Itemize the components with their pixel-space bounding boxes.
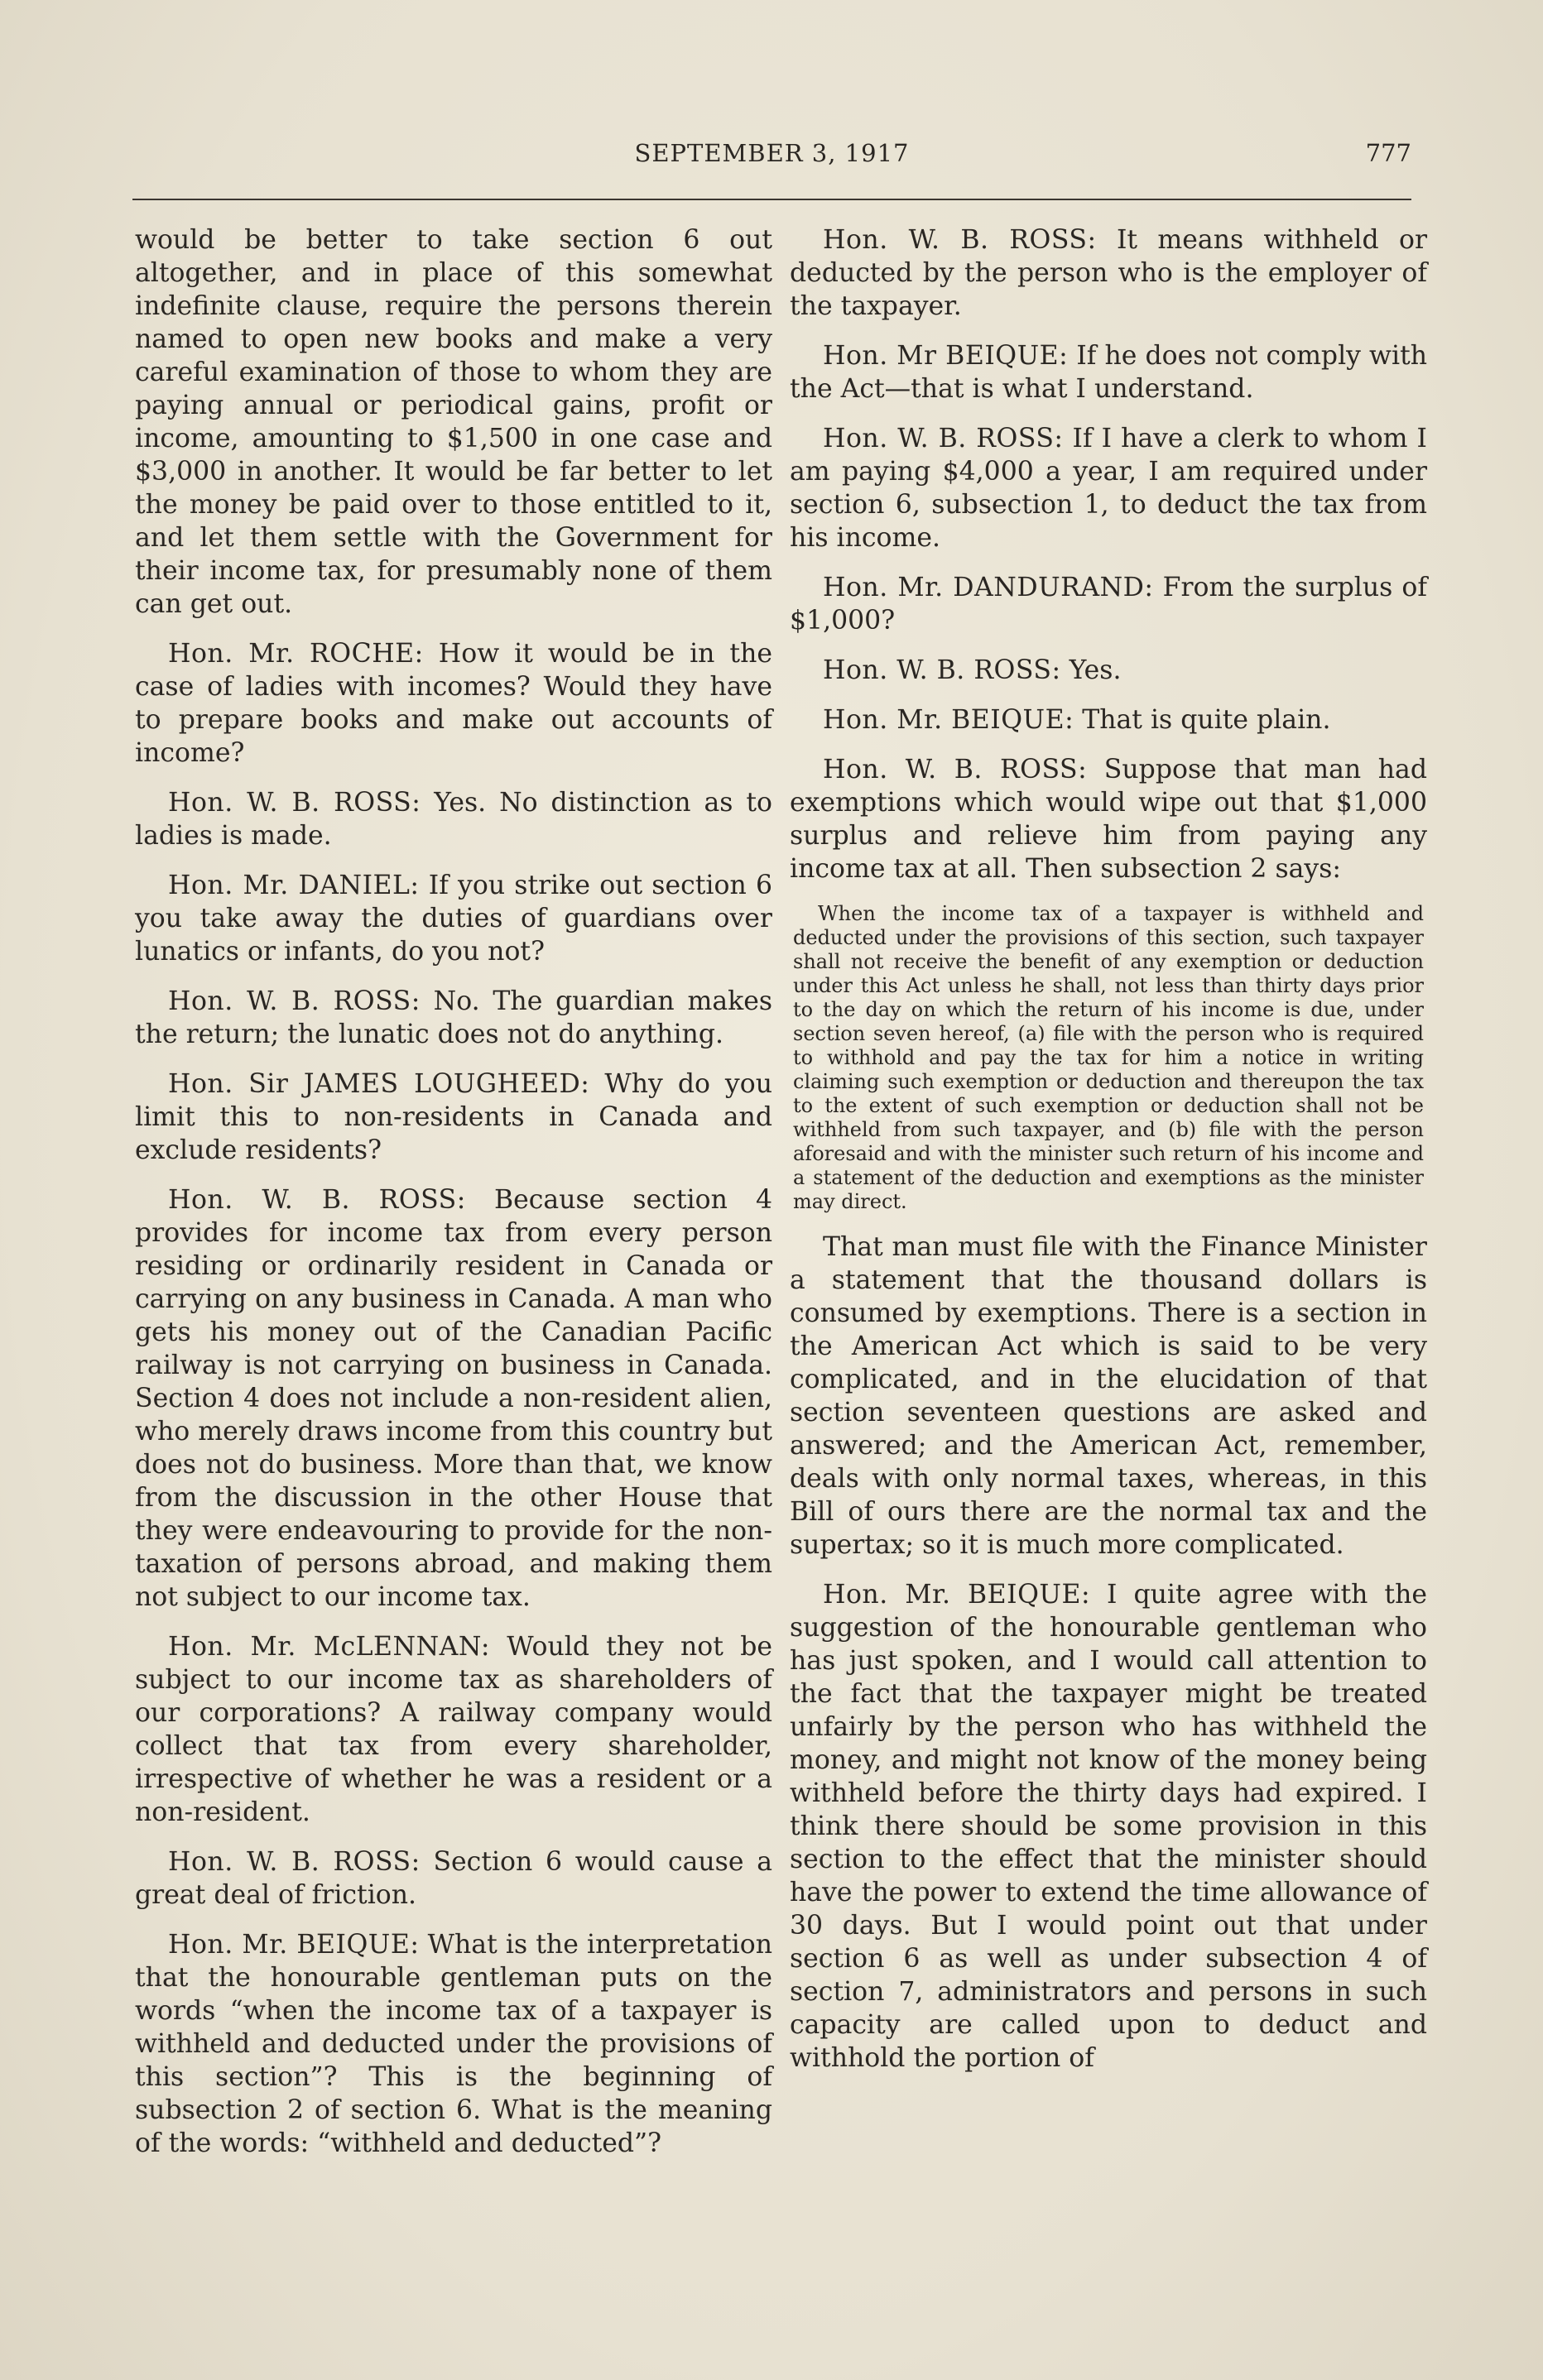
- paragraph-text: Yes.: [1069, 655, 1122, 685]
- speaker-name: Hon. W. B. ROSS:: [823, 225, 1097, 255]
- speaker-name: Hon. Mr. BEIQUE:: [823, 705, 1074, 735]
- right-column: [790, 223, 1427, 2091]
- speaker-name: Hon. Mr. BEIQUE:: [168, 1930, 420, 1960]
- paragraph: [135, 1630, 772, 1829]
- paragraph-text: Because section 4 provides for income tax from every person residing or ordinarily resident in Canada or carrying on any business in Canada. A man who gets his money out of the Canadian Pacific railway is not carrying on business in Canada. Section 4 does not include a non-resident alien, who merely draws income from this country but does not do business. More than that, we know from the discussion in the other House that they were endeavouring to provide for the non-taxation of persons abroad, and making them not subject to our income tax.: [135, 1185, 773, 1612]
- paragraph: [790, 223, 1427, 323]
- paragraph: [790, 703, 1427, 737]
- paragraph: [135, 223, 772, 621]
- paragraph: [790, 422, 1427, 554]
- paragraph: [790, 753, 1427, 885]
- speaker-name: Hon. Mr. ROCHE:: [168, 639, 424, 669]
- paragraph-text: From the surplus of $1,000?: [790, 573, 1428, 636]
- paragraph-text: If he does not comply with the Act—that is what I understand.: [790, 341, 1428, 404]
- paragraph: [135, 786, 772, 852]
- paragraph: [135, 1068, 772, 1167]
- speaker-name: Hon. W. B. ROSS:: [823, 655, 1061, 685]
- paragraph-text: What is the interpretation that the honourable gentleman puts on the words “when the income tax of a taxpayer is withheld and deducted under the provisions of this section”? This is the beginning of subsection 2 of section 6. What is the meaning of the words: “withheld and deducted”?: [135, 1930, 772, 2158]
- paragraph-text: Section 6 would cause a great deal of friction.: [135, 1847, 772, 1910]
- paragraph-text: would be better to take section 6 out altogether, and in place of this somewhat indefinite clause, require the persons therein named to open new books and make a very careful examination of those to whom they are paying annual or periodical gains, profit or income, amounting to $1,500 in one case and $3,000 in another. It would be far better to let the money be paid over to those entitled to it, and let them settle with the Government for their income tax, for presumably none of them can get out.: [135, 225, 772, 619]
- paragraph-text: It means withheld or deducted by the person who is the employer of the taxpayer.: [790, 225, 1428, 321]
- paragraph-text: How it would be in the case of ladies with incomes? Would they have to prepare books and make out accounts of income?: [135, 639, 772, 768]
- paragraph-text: No. The guardian makes the return; the lunatic does not do anything.: [135, 986, 773, 1049]
- speaker-name: Hon. W. B. ROSS:: [823, 755, 1088, 785]
- paragraph-text: If you strike out section 6 you take away the duties of guardians over lunatics or infants, do you not?: [135, 871, 772, 967]
- paragraph-text: Why do you limit this to non-residents in Canada and exclude residents?: [135, 1069, 772, 1165]
- paragraph-text: If I have a clerk to whom I am paying $4,000 a year, I am required under section 6, subsection 1, to deduct the tax from his income.: [790, 424, 1427, 553]
- paragraph: [135, 869, 772, 968]
- paragraph: [790, 654, 1427, 687]
- speaker-name: Hon. W. B. ROSS:: [168, 986, 421, 1016]
- speaker-name: Hon. W. B. ROSS:: [168, 1185, 466, 1215]
- speaker-name: Hon. Sir JAMES LOUGHEED:: [168, 1069, 590, 1099]
- paragraph: [790, 339, 1427, 405]
- speaker-name: Hon. W. B. ROSS:: [168, 1847, 421, 1877]
- page-number: 777: [1365, 139, 1411, 167]
- speaker-name: Hon. Mr. McLENNAN:: [168, 1632, 490, 1662]
- paragraph-text: That man must file with the Finance Minister a statement that the thousand dollars is consumed by exemptions. There is a section in the American Act which is said to be very complicated, and in the elucidation of that section seventeen questions are asked and answered; and the American Act, remember, deals with only normal taxes, whereas, in this Bill of ours there are the normal tax and the supertax; so it is much more complicated.: [790, 1232, 1427, 1560]
- speaker-name: Hon. Mr. DANIEL:: [168, 871, 420, 900]
- paragraph: [790, 1231, 1427, 1562]
- header-date: SEPTEMBER 3, 1917: [634, 139, 910, 167]
- speaker-name: Hon. Mr. DANDURAND:: [823, 573, 1154, 602]
- paragraph: [135, 1845, 772, 1912]
- paragraph: [790, 571, 1427, 637]
- paragraph-text: Yes. No distinction as to ladies is made.: [135, 788, 773, 851]
- paragraph: [135, 1183, 772, 1614]
- paragraph-text: I quite agree with the suggestion of the honourable gentleman who has just spoken, and I would call attention to the fact that the taxpayer might be treated unfairly by the person who has withheld the money, and might not know of the money being withheld before the thirty days had expired. I think there should be some provision in this section to the effect that the minister should have the power to extend the time allowance of 30 days. But I would point out that under section 6 as well as under subsection 4 of section 7, administrators and persons in such capacity are called upon to deduct and withhold the portion of: [790, 1580, 1427, 2073]
- speaker-name: Hon. W. B. ROSS:: [168, 788, 421, 818]
- speaker-name: Hon. Mr. BEIQUE:: [823, 1580, 1091, 1610]
- speaker-name: Hon. W. B. ROSS:: [823, 424, 1064, 453]
- left-column: [135, 223, 772, 2176]
- paragraph: [135, 1928, 772, 2160]
- header-rule: [132, 199, 1411, 200]
- speaker-name: Hon. Mr BEIQUE:: [823, 341, 1069, 371]
- paragraph-text: Suppose that man had exemptions which would wipe out that $1,000 surplus and relieve him from paying any income tax at all. Then subsection 2 says:: [790, 755, 1428, 884]
- paragraph: [135, 985, 772, 1051]
- paragraph-text: That is quite plain.: [1082, 705, 1331, 735]
- page-header: [132, 139, 1411, 179]
- paragraph: [790, 1578, 1427, 2075]
- quoted-statute: When the income tax of a taxpayer is withheld and deducted under the provisions of this section, such taxpayer shall not receive the benefit of any exemption or deduction under this Act unless he shall, not less than thirty days prior to the day on which the return of his income is due, under section seven hereof, (a) file with the person who is required to withhold and pay the tax for him a notice in writing claiming such exemption or deduction and thereupon the tax to the extent of such exemption or deduction shall not be withheld from such taxpayer, and (b) file with the person aforesaid and with the minister such return of his income and a statement of the deduction and exemptions as the minister may direct.: [793, 902, 1424, 1213]
- paragraph: [135, 637, 772, 770]
- paragraph-text: Would they not be subject to our income tax as shareholders of our corporations? A railway company would collect that tax from every shareholder, irrespective of whether he was a resident or a non-resident.: [135, 1632, 773, 1827]
